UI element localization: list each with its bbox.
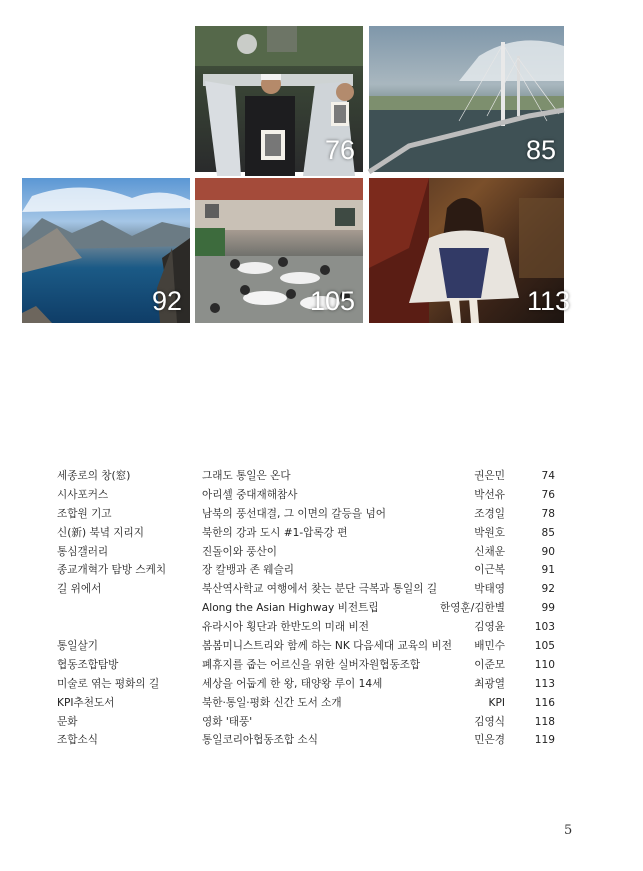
toc-page: 91 — [541, 564, 555, 577]
toc-author: 이근복 — [474, 564, 505, 577]
toc-title: 통일코리아협동조합 소식 — [202, 734, 318, 747]
toc-page: 103 — [534, 621, 555, 634]
toc-author: 이준모 — [474, 658, 505, 671]
toc-author: 김영윤 — [474, 621, 505, 634]
toc-title: 세상을 어둡게 한 왕, 태양왕 루이 14세 — [202, 677, 383, 690]
toc-author: 최광열 — [474, 677, 505, 690]
photo-procession — [195, 26, 363, 172]
toc-author: 조경일 — [474, 507, 505, 520]
toc-section: 세종로의 창(窓) — [57, 470, 131, 482]
toc-title: 영화 '태풍' — [202, 715, 253, 728]
toc-section: 종교개혁가 탐방 스케치 — [57, 564, 167, 577]
toc-title: 유라시아 횡단과 한반도의 미래 비전 — [202, 621, 369, 634]
toc-author: 한영훈/김한별 — [440, 602, 505, 615]
toc-author: 신채운 — [474, 545, 505, 558]
toc-page: 118 — [534, 715, 555, 728]
toc-section: 신(新) 북녘 지리지 — [57, 526, 144, 539]
toc-title: 장 칼뱅과 존 웨슬리 — [202, 564, 294, 577]
toc-title: 봄봄미니스트리와 함께 하는 NK 다음세대 교육의 비전 — [202, 640, 452, 653]
toc-title: 폐휴지를 줍는 어르신을 위한 실버자원협동조합 — [202, 658, 421, 671]
photo-royal-portrait — [369, 178, 570, 323]
toc-page: 105 — [534, 640, 555, 653]
toc-page: 110 — [534, 658, 555, 671]
toc-author: KPI — [488, 696, 505, 709]
toc-row[interactable] — [57, 467, 557, 486]
toc-title: 북산역사학교 여행에서 찾는 분단 극복과 통일의 길 — [202, 583, 438, 596]
toc-title: 남북의 풍선대결, 그 이면의 갈등을 넘어 — [202, 507, 386, 520]
toc-section: 문화 — [57, 715, 78, 728]
toc-author: 박선유 — [474, 488, 505, 501]
toc-author: 민은경 — [474, 734, 505, 747]
photo-bridge — [369, 26, 564, 172]
toc-page: 76 — [541, 488, 555, 501]
toc-row[interactable] — [57, 524, 557, 543]
toc-page: 119 — [534, 734, 555, 747]
toc-row[interactable] — [57, 599, 557, 618]
toc-section: KPI추천도서 — [57, 696, 115, 709]
toc-row[interactable] — [57, 543, 557, 562]
toc-row[interactable] — [57, 561, 557, 580]
toc-page: 99 — [541, 602, 555, 615]
toc-page: 78 — [541, 507, 555, 520]
photo-outdoor-cafe — [195, 178, 363, 323]
toc-author: 김영식 — [474, 715, 505, 728]
toc-author: 박태영 — [474, 583, 505, 596]
photo-page-number: 85 — [525, 135, 556, 165]
photo-page-number: 105 — [309, 286, 355, 316]
toc-section: 길 위에서 — [57, 583, 102, 596]
photo-crater-lake — [22, 178, 190, 323]
toc-row[interactable] — [57, 505, 557, 524]
toc-title: 그래도 통일은 온다 — [202, 470, 291, 482]
toc-row[interactable] — [57, 713, 557, 732]
toc-author: 배민수 — [474, 640, 505, 653]
toc-row[interactable] — [57, 618, 557, 637]
toc-page: 116 — [534, 696, 555, 709]
toc-title: 북한의 강과 도시 #1-압록강 편 — [202, 526, 348, 539]
table-of-contents — [57, 467, 557, 750]
toc-row[interactable] — [57, 486, 557, 505]
photo-page-number: 92 — [151, 286, 182, 316]
toc-row[interactable] — [57, 694, 557, 713]
toc-title: 아리셀 중대재해참사 — [202, 488, 298, 501]
toc-page: 92 — [541, 583, 555, 596]
photo-page-number: 113 — [526, 286, 570, 316]
toc-author: 박원호 — [474, 526, 505, 539]
toc-page: 90 — [541, 545, 555, 558]
toc-section: 미술로 엮는 평화의 길 — [57, 677, 160, 690]
toc-row[interactable] — [57, 675, 557, 694]
toc-page: 113 — [534, 677, 555, 690]
toc-title: Along the Asian Highway 비전트립 — [202, 602, 379, 615]
toc-page: 74 — [541, 470, 555, 482]
toc-row[interactable] — [57, 580, 557, 599]
photo-page-number: 76 — [324, 135, 355, 165]
toc-author: 권은민 — [474, 470, 505, 482]
toc-title: 진돌이와 풍산이 — [202, 545, 278, 558]
toc-section: 시사포커스 — [57, 488, 109, 501]
toc-section: 협동조합탐방 — [57, 658, 119, 671]
toc-row[interactable] — [57, 731, 557, 750]
toc-section: 통심갤러리 — [57, 545, 109, 558]
toc-title: 북한·통일·평화 신간 도서 소개 — [202, 696, 342, 709]
page-number: 5 — [564, 823, 573, 838]
toc-section: 조합소식 — [57, 734, 98, 747]
toc-row[interactable] — [57, 637, 557, 656]
toc-row[interactable] — [57, 656, 557, 675]
toc-page: 85 — [541, 526, 555, 539]
toc-section: 조합원 기고 — [57, 507, 112, 520]
toc-section: 통일살기 — [57, 640, 98, 653]
